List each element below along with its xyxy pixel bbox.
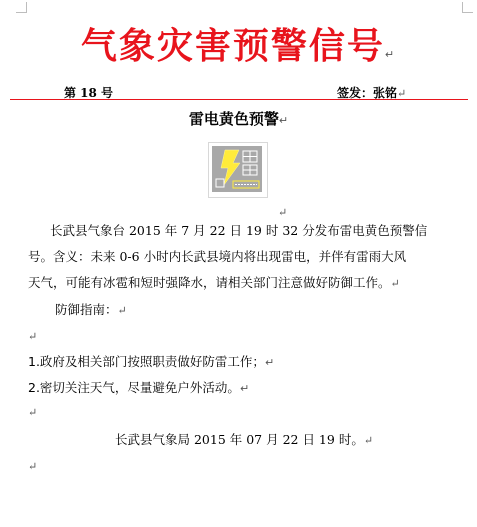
lightning-yellow-warning-icon xyxy=(208,142,268,198)
warning-banner-heading xyxy=(0,18,477,69)
paragraph-mark-icon: ↵ xyxy=(384,48,397,61)
signer-text: 签发：张铭 xyxy=(337,86,398,100)
paragraph-mark-icon: ↵ xyxy=(278,114,289,127)
issue-number-text: 第 18 号 xyxy=(64,86,114,100)
lightning-bolt-icon xyxy=(209,143,267,197)
body-line-3 xyxy=(28,273,400,294)
paragraph-mark-icon: ↵ xyxy=(28,330,38,343)
body-line-2: 号。含义：未来 0-6 小时内长武县境内将出现雷电，并伴有雷雨大风 xyxy=(28,249,407,264)
signal-title-text: 雷电黄色预警 xyxy=(188,110,279,128)
body-line-3-text: 天气，可能有冰雹和短时强降水，请相关部门注意做好防御工作。 xyxy=(28,275,391,290)
paragraph-mark-icon: ↵ xyxy=(397,87,407,100)
paragraph-mark-icon: ↵ xyxy=(117,304,127,317)
signal-title xyxy=(0,108,477,129)
paragraph-mark-icon: ↵ xyxy=(390,277,400,290)
body-line-1: 长武县气象台 2015 年 7 月 22 日 19 时 32 分发布雷电黄色预警信 xyxy=(50,223,428,238)
paragraph-mark-icon: ↵ xyxy=(239,382,250,395)
paragraph-mark-icon: ↵ xyxy=(28,460,38,473)
guide-label xyxy=(55,300,127,321)
signature-text: 长武县气象局 2015 年 07 月 22 日 19 时。 xyxy=(115,432,364,447)
guide-item-text: 2.密切关注天气，尽量避免户外活动。 xyxy=(28,380,240,395)
signature-line xyxy=(115,430,373,451)
paragraph-mark-icon: ↵ xyxy=(264,356,275,369)
guide-item-1 xyxy=(28,352,274,373)
paragraph-mark-icon: ↵ xyxy=(363,434,374,447)
paragraph-mark-icon: ↵ xyxy=(28,406,38,419)
page-margin-corner-top-right xyxy=(462,2,473,13)
page-margin-corner-top-left xyxy=(16,2,27,13)
guide-label-text: 防御指南： xyxy=(55,302,118,317)
guide-item-text: 1.政府及相关部门按照职责做好防雷工作； xyxy=(28,354,265,369)
banner-text: 气象灾害预警信号 xyxy=(80,26,385,67)
paragraph-mark-icon: ↵ xyxy=(278,206,288,219)
red-divider-line xyxy=(10,99,468,100)
guide-item-2 xyxy=(28,378,249,399)
